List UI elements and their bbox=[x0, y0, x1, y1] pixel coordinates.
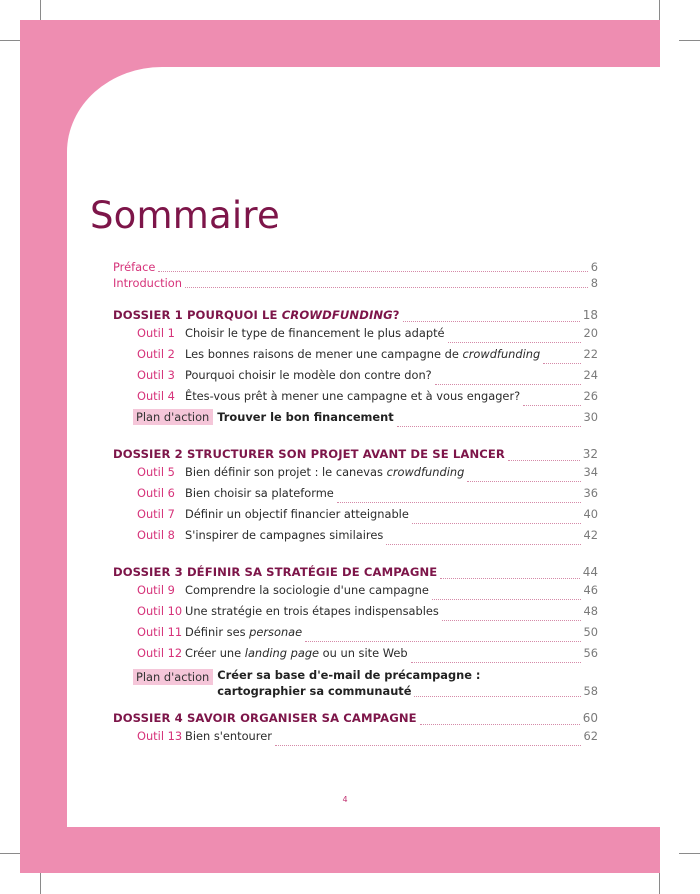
tool-title: Comprendre la sociologie d'une campagne bbox=[185, 583, 429, 597]
action-plan-title-line1: Créer sa base d'e-mail de précampagne : bbox=[217, 668, 481, 682]
dot-leader bbox=[543, 362, 580, 364]
action-plan-badge: Plan d'action bbox=[133, 669, 213, 685]
toc-tool-9[interactable] bbox=[113, 583, 598, 604]
tool-number: Outil 5 bbox=[137, 465, 175, 479]
toc-dossier-2[interactable] bbox=[113, 447, 598, 465]
dot-leader bbox=[412, 522, 581, 524]
page-ref: 20 bbox=[583, 326, 598, 340]
toc-action-plan-1[interactable] bbox=[113, 410, 598, 431]
toc-tool-2[interactable] bbox=[113, 347, 598, 368]
toc-dossier-1[interactable] bbox=[113, 308, 598, 326]
dossier-label: DOSSIER 4 SAVOIR ORGANISER SA CAMPAGNE bbox=[113, 711, 417, 725]
page-ref: 62 bbox=[583, 729, 598, 743]
tool-number: Outil 1 bbox=[137, 326, 175, 340]
tool-title: Bien définir son projet : le canevas crowdfunding bbox=[185, 465, 465, 479]
tool-number: Outil 11 bbox=[137, 625, 183, 639]
tool-title: S'inspirer de campagnes similaires bbox=[185, 528, 384, 542]
tool-title: Créer une landing page ou un site Web bbox=[185, 646, 408, 660]
page-ref: 48 bbox=[583, 604, 598, 618]
tool-number: Outil 6 bbox=[137, 486, 175, 500]
page-number: 4 bbox=[342, 795, 348, 804]
toc-tool-5[interactable] bbox=[113, 465, 598, 486]
dot-leader bbox=[185, 286, 588, 288]
dot-leader bbox=[386, 543, 580, 545]
dot-leader bbox=[523, 404, 580, 406]
dot-leader bbox=[305, 640, 580, 642]
dot-leader bbox=[420, 723, 580, 725]
crop-mark bbox=[0, 40, 20, 41]
page-ref: 6 bbox=[590, 260, 598, 274]
dot-leader bbox=[508, 459, 580, 461]
tool-number: Outil 10 bbox=[137, 604, 183, 618]
tool-title: Pourquoi choisir le modèle don contre don? bbox=[185, 368, 432, 382]
crop-mark bbox=[679, 40, 700, 41]
dot-leader bbox=[275, 744, 581, 746]
crop-mark bbox=[40, 873, 41, 894]
dot-leader bbox=[397, 425, 581, 427]
toc-tool-12[interactable] bbox=[113, 646, 598, 667]
crop-mark bbox=[659, 0, 660, 20]
tool-number: Outil 7 bbox=[137, 507, 175, 521]
page-ref: 56 bbox=[583, 646, 598, 660]
tool-title: Êtes-vous prêt à mener une campagne et à vous engager? bbox=[185, 389, 521, 403]
crop-mark bbox=[679, 853, 700, 854]
page-ref: 36 bbox=[583, 486, 598, 500]
crop-mark bbox=[659, 873, 660, 894]
page-ref: 18 bbox=[582, 308, 598, 322]
page-ref: 44 bbox=[582, 565, 598, 579]
dot-leader bbox=[442, 619, 581, 621]
dot-leader bbox=[403, 320, 580, 322]
dot-leader bbox=[467, 480, 580, 482]
crop-mark bbox=[0, 853, 20, 854]
tool-title: Bien choisir sa plateforme bbox=[185, 486, 334, 500]
tool-number: Outil 8 bbox=[137, 528, 175, 542]
tool-title: Bien s'entourer bbox=[185, 729, 272, 743]
tool-title: Définir ses personae bbox=[185, 625, 303, 639]
toc-tool-1[interactable] bbox=[113, 326, 598, 347]
dossier-label: DOSSIER 1 POURQUOI LE CROWDFUNDING? bbox=[113, 308, 400, 322]
dot-leader bbox=[448, 341, 581, 343]
tool-title: Choisir le type de financement le plus adapté bbox=[185, 326, 445, 340]
page-ref: 60 bbox=[582, 711, 598, 725]
page-ref: 50 bbox=[583, 625, 598, 639]
action-plan-title: Trouver le bon financement bbox=[217, 410, 394, 424]
page-ref: 26 bbox=[583, 389, 598, 403]
page-ref: 30 bbox=[583, 410, 598, 424]
tool-title: Une stratégie en trois étapes indispensables bbox=[185, 604, 439, 618]
tool-title: Les bonnes raisons de mener une campagne de crowdfunding bbox=[185, 347, 541, 361]
toc-tool-3[interactable] bbox=[113, 368, 598, 389]
tool-number: Outil 12 bbox=[137, 646, 183, 660]
toc-entry-introduction[interactable] bbox=[113, 276, 598, 292]
page-ref: 22 bbox=[583, 347, 598, 361]
toc-action-plan-2[interactable] bbox=[113, 667, 598, 703]
page-ref: 46 bbox=[583, 583, 598, 597]
dossier-label: DOSSIER 2 STRUCTURER SON PROJET AVANT DE SE LANCER bbox=[113, 447, 505, 461]
entry-label: Préface bbox=[113, 260, 156, 274]
crop-mark bbox=[40, 0, 41, 20]
page-ref: 8 bbox=[590, 276, 598, 290]
tool-number: Outil 13 bbox=[137, 729, 183, 743]
toc-tool-6[interactable] bbox=[113, 486, 598, 507]
toc-entry-preface[interactable] bbox=[113, 260, 598, 276]
table-of-contents bbox=[113, 260, 598, 750]
page-title: Sommaire bbox=[90, 194, 280, 237]
toc-tool-11[interactable] bbox=[113, 625, 598, 646]
dossier-label: DOSSIER 3 DÉFINIR SA STRATÉGIE DE CAMPAGNE bbox=[113, 565, 438, 579]
dot-leader bbox=[414, 695, 580, 697]
dot-leader bbox=[435, 383, 581, 385]
dot-leader bbox=[411, 661, 581, 663]
page-ref: 58 bbox=[583, 684, 598, 698]
dot-leader bbox=[432, 598, 581, 600]
toc-dossier-4[interactable] bbox=[113, 711, 598, 729]
tool-number: Outil 4 bbox=[137, 389, 175, 403]
tool-number: Outil 2 bbox=[137, 347, 175, 361]
action-plan-badge: Plan d'action bbox=[133, 409, 213, 425]
dot-leader bbox=[158, 270, 587, 272]
page-ref: 42 bbox=[583, 528, 598, 542]
page-ref: 32 bbox=[582, 447, 598, 461]
toc-tool-10[interactable] bbox=[113, 604, 598, 625]
action-plan-title-line2: cartographier sa communauté bbox=[217, 684, 412, 698]
toc-tool-13[interactable] bbox=[113, 729, 598, 750]
dot-leader bbox=[337, 501, 581, 503]
toc-tool-4[interactable] bbox=[113, 389, 598, 410]
tool-number: Outil 3 bbox=[137, 368, 175, 382]
entry-label: Introduction bbox=[113, 276, 182, 290]
page-ref: 34 bbox=[583, 465, 598, 479]
toc-tool-8[interactable] bbox=[113, 528, 598, 549]
toc-tool-7[interactable] bbox=[113, 507, 598, 528]
page-ref: 40 bbox=[583, 507, 598, 521]
tool-title: Définir un objectif financier atteignable bbox=[185, 507, 409, 521]
tool-number: Outil 9 bbox=[137, 583, 175, 597]
toc-dossier-3[interactable] bbox=[113, 565, 598, 583]
page-ref: 24 bbox=[583, 368, 598, 382]
dot-leader bbox=[440, 577, 579, 579]
